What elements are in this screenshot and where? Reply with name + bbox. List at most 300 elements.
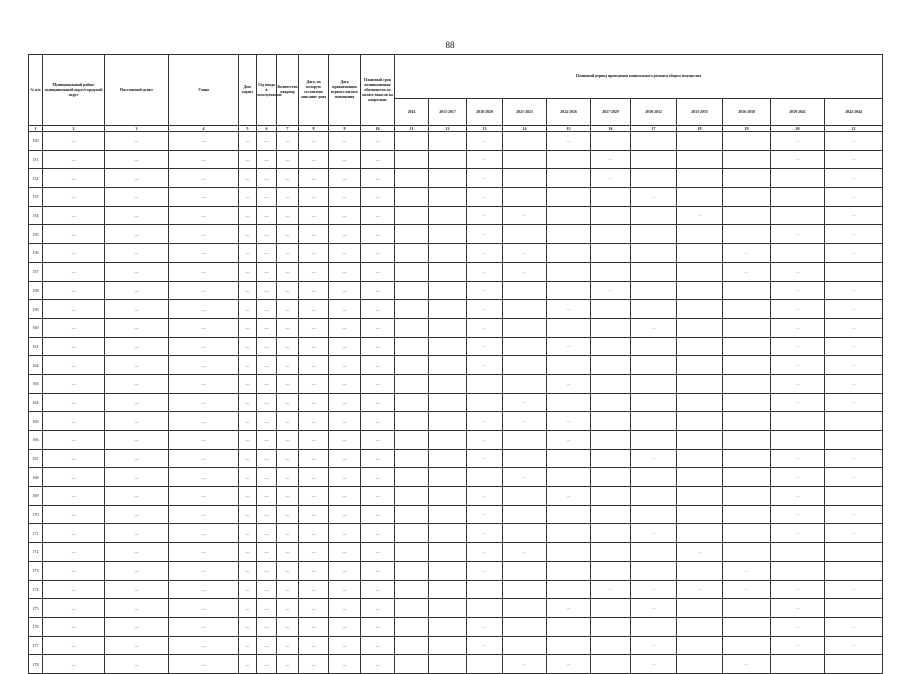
cell-street: — (169, 393, 239, 412)
cell-plan-period: — (825, 281, 883, 300)
cell-deadline: — (361, 449, 395, 468)
cell-house: — (239, 150, 257, 169)
table-row (29, 599, 883, 618)
cell-num: 177 (29, 636, 43, 655)
header-settlement: Населенный пункт (105, 55, 169, 126)
cell-plan-period: — (503, 468, 547, 487)
cell-street: — (169, 468, 239, 487)
cell-district: — (43, 543, 105, 562)
cell-date1: — (299, 617, 329, 636)
cell-plan-period (723, 449, 771, 468)
cell-apts: — (277, 262, 299, 281)
cell-settlement: — (105, 244, 169, 263)
cell-date1: — (299, 393, 329, 412)
cell-plan-period: — (771, 337, 825, 356)
cell-date2: — (329, 150, 361, 169)
cell-plan-period (825, 487, 883, 506)
cell-house: — (239, 374, 257, 393)
cell-plan-period (429, 449, 467, 468)
cell-num: 176 (29, 617, 43, 636)
cell-plan-period (467, 599, 503, 618)
table-row (29, 449, 883, 468)
cell-settlement: — (105, 524, 169, 543)
cell-street: — (169, 617, 239, 636)
cell-house: — (239, 431, 257, 450)
cell-plan-period: — (547, 337, 591, 356)
cell-date2: — (329, 132, 361, 151)
cell-plan-period: — (467, 505, 503, 524)
cell-plan-period (631, 356, 677, 375)
cell-apts: — (277, 374, 299, 393)
header-period: 2036-2038 (723, 99, 771, 126)
cell-deadline: — (361, 318, 395, 337)
cell-date1: — (299, 188, 329, 207)
cell-street: — (169, 206, 239, 225)
cell-plan-period: — (467, 617, 503, 636)
cell-plan-period (723, 281, 771, 300)
cell-num: 161 (29, 337, 43, 356)
cell-plan-period (723, 132, 771, 151)
cell-date2: — (329, 281, 361, 300)
cell-plan-period: — (467, 543, 503, 562)
cell-plan-period: — (771, 617, 825, 636)
cell-plan-period (429, 188, 467, 207)
cell-plan-period (503, 636, 547, 655)
cell-apts: — (277, 524, 299, 543)
cell-plan-period (503, 318, 547, 337)
cell-date1: — (299, 132, 329, 151)
cell-plan-period (429, 580, 467, 599)
cell-num: 169 (29, 487, 43, 506)
cell-plan-period: — (467, 431, 503, 450)
cell-date2: — (329, 374, 361, 393)
cell-plan-period (591, 393, 631, 412)
cell-plan-period: — (771, 225, 825, 244)
cell-plan-period (429, 636, 467, 655)
cell-plan-period (395, 468, 429, 487)
cell-plan-period (631, 431, 677, 450)
cell-settlement: — (105, 393, 169, 412)
table-row (29, 580, 883, 599)
cell-house: — (239, 617, 257, 636)
cell-plan-period (503, 524, 547, 543)
cell-street: — (169, 487, 239, 506)
cell-year: — (257, 617, 277, 636)
cell-apts: — (277, 188, 299, 207)
cell-plan-period: — (631, 524, 677, 543)
cell-year: — (257, 393, 277, 412)
cell-num: 178 (29, 655, 43, 674)
cell-house: — (239, 505, 257, 524)
cell-plan-period (395, 487, 429, 506)
cell-date2: — (329, 206, 361, 225)
cell-plan-period (771, 655, 825, 674)
cell-plan-period (591, 300, 631, 319)
cell-plan-period (503, 599, 547, 618)
cell-plan-period (723, 337, 771, 356)
cell-plan-period (395, 561, 429, 580)
table-row (29, 188, 883, 207)
cell-plan-period (429, 150, 467, 169)
cell-plan-period (547, 561, 591, 580)
cell-plan-period: — (503, 206, 547, 225)
cell-plan-period (547, 449, 591, 468)
header-column-number: 12 (429, 126, 467, 132)
cell-plan-period (677, 412, 723, 431)
cell-plan-period (677, 636, 723, 655)
cell-plan-period (429, 169, 467, 188)
header-period: 2014 (395, 99, 429, 126)
cell-district: — (43, 132, 105, 151)
cell-street: — (169, 655, 239, 674)
cell-settlement: — (105, 356, 169, 375)
cell-apts: — (277, 636, 299, 655)
cell-date1: — (299, 487, 329, 506)
cell-plan-period (591, 132, 631, 151)
cell-plan-period: — (467, 225, 503, 244)
cell-plan-period (591, 543, 631, 562)
cell-plan-period (503, 374, 547, 393)
cell-plan-period (631, 244, 677, 263)
cell-num: 152 (29, 169, 43, 188)
cell-settlement: — (105, 580, 169, 599)
table-row (29, 206, 883, 225)
cell-plan-period (591, 599, 631, 618)
cell-plan-period: — (631, 580, 677, 599)
cell-date2: — (329, 487, 361, 506)
header-period: 2018-2020 (467, 99, 503, 126)
cell-plan-period: — (825, 318, 883, 337)
cell-plan-period (591, 431, 631, 450)
cell-settlement: — (105, 300, 169, 319)
cell-apts: — (277, 244, 299, 263)
cell-house: — (239, 487, 257, 506)
cell-apts: — (277, 580, 299, 599)
cell-house: — (239, 449, 257, 468)
cell-deadline: — (361, 599, 395, 618)
table-row (29, 300, 883, 319)
cell-street: — (169, 225, 239, 244)
cell-district: — (43, 617, 105, 636)
cell-plan-period: — (631, 188, 677, 207)
cell-settlement: — (105, 449, 169, 468)
cell-street: — (169, 150, 239, 169)
cell-deadline: — (361, 655, 395, 674)
cell-date2: — (329, 188, 361, 207)
cell-deadline: — (361, 225, 395, 244)
cell-plan-period: — (467, 262, 503, 281)
cell-plan-period (723, 468, 771, 487)
cell-plan-period: — (503, 655, 547, 674)
cell-plan-period (723, 206, 771, 225)
cell-plan-period: — (591, 281, 631, 300)
cell-plan-period: — (677, 543, 723, 562)
cell-plan-period (723, 543, 771, 562)
header-column-number: 17 (631, 126, 677, 132)
cell-date2: — (329, 449, 361, 468)
cell-plan-period (723, 356, 771, 375)
cell-plan-period: — (467, 412, 503, 431)
cell-plan-period (591, 636, 631, 655)
header-column-number: 9 (329, 126, 361, 132)
cell-date1: — (299, 412, 329, 431)
cell-street: — (169, 337, 239, 356)
cell-plan-period (723, 225, 771, 244)
cell-plan-period (547, 543, 591, 562)
cell-plan-period: — (825, 524, 883, 543)
cell-plan-period (547, 169, 591, 188)
cell-plan-period (591, 318, 631, 337)
cell-plan-period (631, 412, 677, 431)
cell-settlement: — (105, 543, 169, 562)
cell-deadline: — (361, 543, 395, 562)
cell-plan-period (547, 393, 591, 412)
cell-plan-period: — (771, 374, 825, 393)
cell-plan-period (771, 244, 825, 263)
cell-deadline: — (361, 636, 395, 655)
cell-street: — (169, 599, 239, 618)
cell-district: — (43, 655, 105, 674)
cell-deadline: — (361, 580, 395, 599)
cell-settlement: — (105, 505, 169, 524)
cell-year: — (257, 655, 277, 674)
cell-house: — (239, 524, 257, 543)
cell-year: — (257, 300, 277, 319)
cell-date1: — (299, 524, 329, 543)
cell-plan-period: — (467, 169, 503, 188)
cell-house: — (239, 188, 257, 207)
cell-plan-period (503, 561, 547, 580)
cell-plan-period (395, 188, 429, 207)
cell-plan-period (395, 393, 429, 412)
cell-street: — (169, 505, 239, 524)
cell-plan-period: — (467, 300, 503, 319)
cell-date1: — (299, 636, 329, 655)
cell-plan-period (429, 374, 467, 393)
header-column-number: 6 (257, 126, 277, 132)
cell-plan-period (631, 487, 677, 506)
cell-plan-period: — (467, 524, 503, 543)
cell-plan-period (771, 206, 825, 225)
cell-deadline: — (361, 281, 395, 300)
cell-settlement: — (105, 150, 169, 169)
cell-deadline: — (361, 561, 395, 580)
cell-num: 168 (29, 468, 43, 487)
cell-district: — (43, 300, 105, 319)
cell-plan-period: — (825, 617, 883, 636)
cell-plan-period: — (467, 244, 503, 263)
cell-plan-period: — (825, 374, 883, 393)
cell-settlement: — (105, 225, 169, 244)
cell-plan-period (677, 393, 723, 412)
cell-house: — (239, 337, 257, 356)
cell-date1: — (299, 431, 329, 450)
cell-plan-period (429, 337, 467, 356)
header-street: Улица (169, 55, 239, 126)
cell-plan-period (429, 318, 467, 337)
header-column-number: 4 (169, 126, 239, 132)
cell-plan-period: — (771, 636, 825, 655)
cell-plan-period: — (591, 150, 631, 169)
cell-plan-period (631, 281, 677, 300)
header-column-number: 3 (105, 126, 169, 132)
cell-house: — (239, 206, 257, 225)
cell-district: — (43, 337, 105, 356)
cell-settlement: — (105, 636, 169, 655)
cell-plan-period (503, 580, 547, 599)
cell-year: — (257, 636, 277, 655)
cell-num: 175 (29, 599, 43, 618)
cell-date1: — (299, 655, 329, 674)
cell-deadline: — (361, 374, 395, 393)
cell-plan-period: — (825, 356, 883, 375)
cell-date2: — (329, 655, 361, 674)
cell-plan-period (429, 431, 467, 450)
cell-district: — (43, 468, 105, 487)
cell-date2: — (329, 262, 361, 281)
cell-apts: — (277, 393, 299, 412)
cell-plan-period (677, 132, 723, 151)
cell-date1: — (299, 225, 329, 244)
header-column-number: 19 (723, 126, 771, 132)
cell-plan-period (677, 150, 723, 169)
header-privatization-date: Дата приватизации первого жилого помещения (329, 55, 361, 126)
cell-plan-period (631, 505, 677, 524)
cell-plan-period (503, 169, 547, 188)
cell-plan-period (503, 188, 547, 207)
cell-plan-period (395, 318, 429, 337)
cell-date2: — (329, 580, 361, 599)
cell-plan-period (677, 374, 723, 393)
cell-house: — (239, 244, 257, 263)
cell-plan-period (547, 505, 591, 524)
cell-deadline: — (361, 524, 395, 543)
table-row (29, 468, 883, 487)
table-row (29, 318, 883, 337)
cell-plan-period (503, 281, 547, 300)
cell-date2: — (329, 468, 361, 487)
cell-date1: — (299, 561, 329, 580)
cell-street: — (169, 449, 239, 468)
cell-plan-period (591, 468, 631, 487)
cell-plan-period (503, 617, 547, 636)
cell-plan-period: — (467, 356, 503, 375)
cell-street: — (169, 300, 239, 319)
cell-year: — (257, 487, 277, 506)
cell-date2: — (329, 337, 361, 356)
cell-plan-period: — (723, 561, 771, 580)
cell-plan-period (677, 505, 723, 524)
cell-district: — (43, 580, 105, 599)
cell-plan-period (429, 524, 467, 543)
header-house: Дом/ корпус (239, 55, 257, 126)
cell-district: — (43, 561, 105, 580)
cell-year: — (257, 150, 277, 169)
cell-plan-period: — (771, 393, 825, 412)
cell-plan-period: — (547, 374, 591, 393)
cell-plan-period: — (547, 412, 591, 431)
cell-deadline: — (361, 300, 395, 319)
cell-num: 154 (29, 206, 43, 225)
header-column-number: 16 (591, 126, 631, 132)
cell-num: 171 (29, 524, 43, 543)
cell-date2: — (329, 599, 361, 618)
cell-plan-period (429, 206, 467, 225)
cell-plan-period (723, 150, 771, 169)
cell-date1: — (299, 374, 329, 393)
table-row (29, 337, 883, 356)
cell-settlement: — (105, 281, 169, 300)
cell-plan-period (395, 412, 429, 431)
cell-date2: — (329, 356, 361, 375)
cell-settlement: — (105, 337, 169, 356)
cell-plan-period: — (503, 543, 547, 562)
cell-house: — (239, 468, 257, 487)
cell-date1: — (299, 150, 329, 169)
cell-plan-period (723, 524, 771, 543)
cell-date2: — (329, 318, 361, 337)
cell-deadline: — (361, 262, 395, 281)
cell-num: 157 (29, 262, 43, 281)
cell-plan-period (591, 412, 631, 431)
cell-district: — (43, 599, 105, 618)
capital-repair-table (28, 54, 883, 674)
cell-apts: — (277, 169, 299, 188)
cell-plan-period: — (723, 655, 771, 674)
cell-apts: — (277, 412, 299, 431)
cell-deadline: — (361, 431, 395, 450)
cell-plan-period (825, 655, 883, 674)
header-column-number: 10 (361, 126, 395, 132)
cell-plan-period (723, 300, 771, 319)
cell-plan-period (631, 561, 677, 580)
table-row (29, 262, 883, 281)
table-row (29, 561, 883, 580)
cell-plan-period: — (631, 636, 677, 655)
cell-district: — (43, 449, 105, 468)
cell-plan-period (547, 150, 591, 169)
cell-plan-period (395, 431, 429, 450)
cell-plan-period (825, 599, 883, 618)
cell-district: — (43, 636, 105, 655)
cell-plan-period (503, 487, 547, 506)
cell-num: 165 (29, 412, 43, 431)
cell-plan-period (631, 300, 677, 319)
header-column-number: 13 (467, 126, 503, 132)
cell-date1: — (299, 505, 329, 524)
cell-district: — (43, 505, 105, 524)
cell-apts: — (277, 599, 299, 618)
cell-house: — (239, 262, 257, 281)
cell-plan-period: — (825, 337, 883, 356)
cell-plan-period (677, 561, 723, 580)
cell-year: — (257, 524, 277, 543)
cell-plan-period (631, 543, 677, 562)
cell-deadline: — (361, 468, 395, 487)
cell-plan-period (429, 561, 467, 580)
cell-street: — (169, 281, 239, 300)
cell-plan-period (677, 262, 723, 281)
cell-apts: — (277, 356, 299, 375)
cell-plan-period (395, 599, 429, 618)
cell-plan-period (429, 393, 467, 412)
cell-plan-period: — (825, 505, 883, 524)
cell-street: — (169, 318, 239, 337)
cell-apts: — (277, 337, 299, 356)
table-row (29, 374, 883, 393)
cell-plan-period (547, 524, 591, 543)
cell-plan-period (503, 225, 547, 244)
